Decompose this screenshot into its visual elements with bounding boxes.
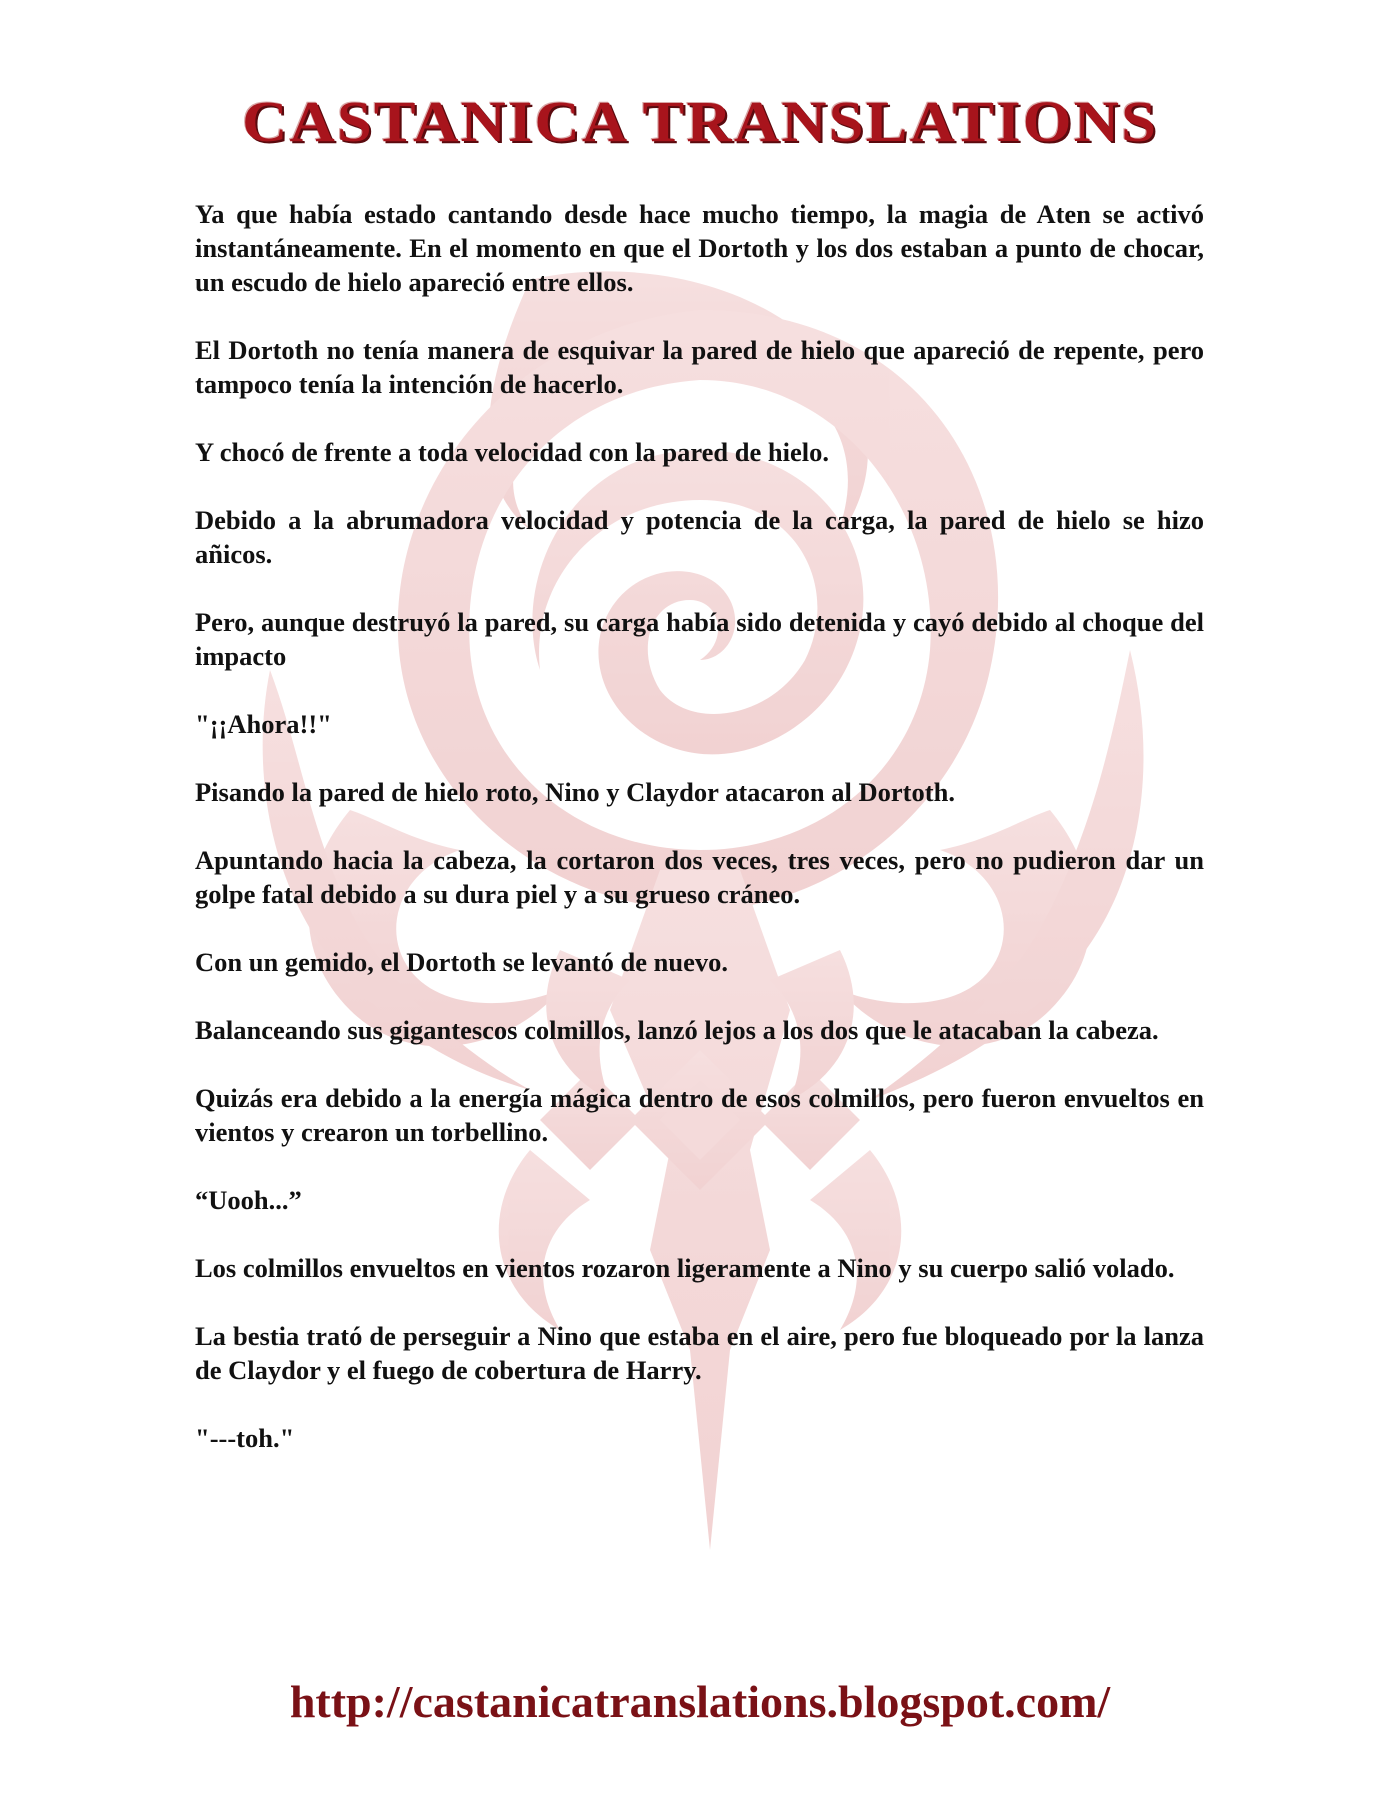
page-header (0, 88, 1400, 155)
chapter-text (195, 197, 1204, 1489)
paragraph: Debido a la abrumadora velocidad y potencia de la carga, la pared de hielo se hizo añicos. (195, 505, 1204, 569)
paragraph: Ya que había estado cantando desde hace mucho tiempo, la magia de Aten se activó instantáneamente. En el momento en que el Dortoth y los dos estaban a punto de chocar, un escudo de hielo apareció entre ellos. (195, 199, 1204, 297)
paragraph: Quizás era debido a la energía mágica dentro de esos colmillos, pero fueron envueltos en vientos y crearon un torbellino. (195, 1083, 1204, 1147)
paragraph: El Dortoth no tenía manera de esquivar la pared de hielo que apareció de repente, pero tampoco tenía la intención de hacerlo. (195, 335, 1204, 399)
blog-url-link[interactable]: http://castanicatranslations.blogspot.com/ (289, 1676, 1111, 1727)
paragraph: Los colmillos envueltos en vientos rozaron ligeramente a Nino y su cuerpo salió volado. (195, 1253, 1175, 1283)
site-title: CASTANICA TRANSLATIONS (241, 89, 1159, 154)
paragraph: Pero, aunque destruyó la pared, su carga había sido detenida y cayó debido al choque del impacto (195, 607, 1204, 671)
paragraph: Con un gemido, el Dortoth se levantó de nuevo. (195, 947, 728, 977)
paragraph: La bestia trató de perseguir a Nino que estaba en el aire, pero fue bloqueado por la lanza de Claydor y el fuego de cobertura de Harry. (195, 1321, 1204, 1385)
paragraph: Y chocó de frente a toda velocidad con la pared de hielo. (195, 437, 830, 467)
paragraph: "---toh." (195, 1423, 295, 1453)
paragraph: Pisando la pared de hielo roto, Nino y Claydor atacaron al Dortoth. (195, 777, 955, 807)
paragraph: Balanceando sus gigantescos colmillos, lanzó lejos a los dos que le atacaban la cabeza. (195, 1015, 1159, 1045)
paragraph: “Uooh...” (195, 1185, 302, 1215)
page-footer (0, 1675, 1400, 1728)
paragraph: "¡¡Ahora!!" (195, 709, 332, 739)
paragraph: Apuntando hacia la cabeza, la cortaron dos veces, tres veces, pero no pudieron dar un golpe fatal debido a su dura piel y a su grueso cráneo. (195, 845, 1204, 909)
